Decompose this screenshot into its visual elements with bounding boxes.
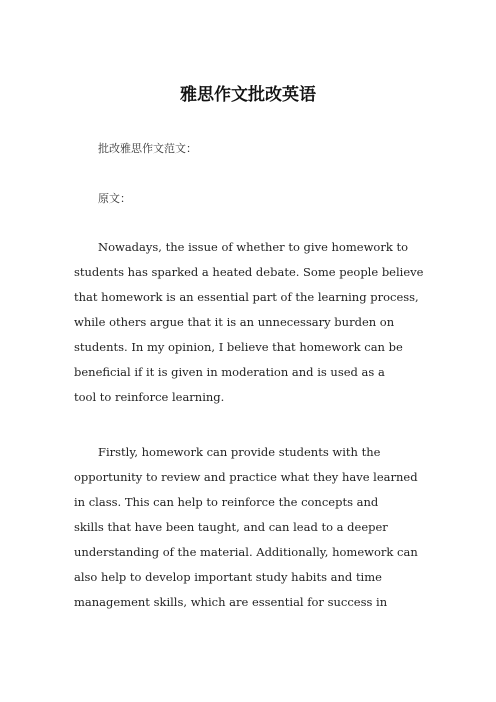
paragraph-line: skills that have been taught, and can lead to a deeper (74, 520, 388, 534)
paragraph-line: while others argue that it is an unnecessary burden on (74, 315, 395, 329)
paragraph-line: Firstly, homework can provide students with the (98, 445, 381, 459)
paragraph-line: students. In my opinion, I believe that homework can be (74, 340, 403, 354)
document-title: 雅思作文批改英语 (180, 85, 316, 105)
paragraph-line: tool to reinforce learning. (74, 390, 225, 404)
heading-sample-essay: 批改雅思作文范文： (98, 142, 197, 155)
paragraph-line: in class. This can help to reinforce the concepts and (74, 495, 379, 509)
paragraph-line: beneficial if it is given in moderation and is used as a (74, 365, 385, 379)
paragraph-line: opportunity to review and practice what they have learned (74, 470, 418, 484)
paragraph-line: that homework is an essential part of the learning process, (74, 290, 419, 304)
paragraph-line: Nowadays, the issue of whether to give homework to (98, 240, 409, 254)
paragraph-line: students has sparked a heated debate. Some people believe (74, 265, 424, 279)
paragraph-line: understanding of the material. Additionally, homework can (74, 545, 418, 559)
paragraph-line: management skills, which are essential for success in (74, 595, 388, 609)
paragraph-line: also help to develop important study habits and time (74, 570, 382, 584)
heading-original-text: 原文： (98, 192, 131, 205)
